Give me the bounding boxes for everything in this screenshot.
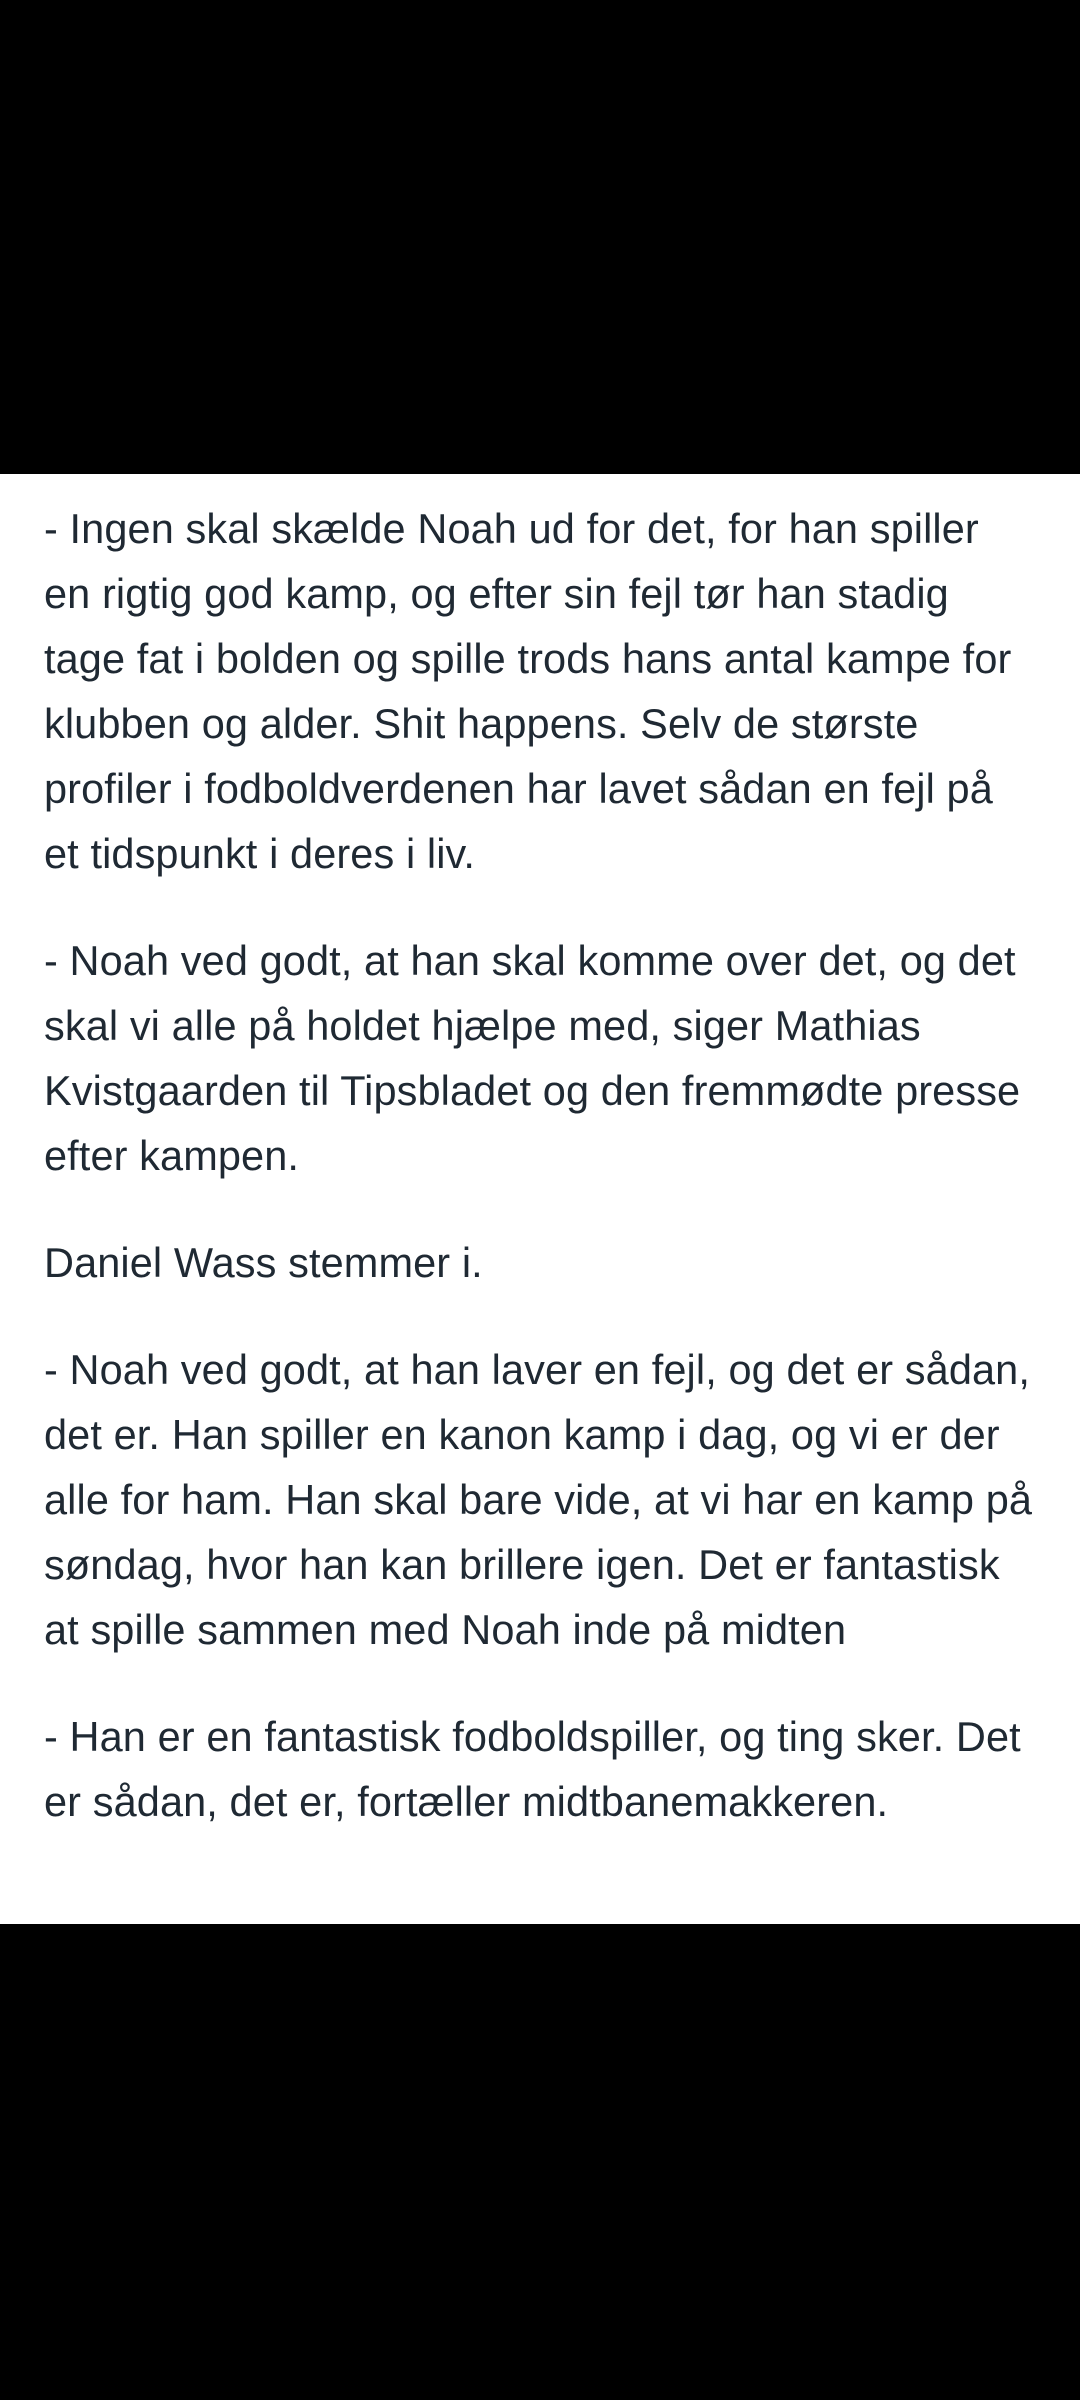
- bottom-black-area: [0, 1924, 1080, 2400]
- article-paragraph: - Noah ved godt, at han laver en fejl, og det er sådan, det er. Han spiller en kanon kamp i dag, og vi er der alle for ham. Han skal bare vide, at vi har en kamp på søndag, hvor han kan brillere igen. Det er fantastisk at spille sammen med Noah inde på midten: [44, 1346, 1033, 1653]
- top-black-area: [0, 0, 1080, 474]
- article-text-container: [0, 474, 1080, 1924]
- article-paragraph: - Noah ved godt, at han skal komme over det, og det skal vi alle på holdet hjælpe med, siger Mathias Kvistgaarden til Tipsbladet og den fremmødte presse efter kampen.: [44, 937, 1021, 1179]
- article-paragraph: - Han er en fantastisk fodboldspiller, og ting sker. Det er sådan, det er, fortæller midtbanemakkeren.: [44, 1713, 1021, 1825]
- article-paragraph: - Ingen skal skælde Noah ud for det, for han spiller en rigtig god kamp, og efter sin fejl tør han stadig tage fat i bolden og spille trods hans antal kampe for klubben og alder. Shit happens. Selv de største profiler i fodboldverdenen har lavet sådan en fejl på et tidspunkt i deres i liv.: [44, 505, 1012, 877]
- article-paragraph: Daniel Wass stemmer i.: [44, 1239, 483, 1286]
